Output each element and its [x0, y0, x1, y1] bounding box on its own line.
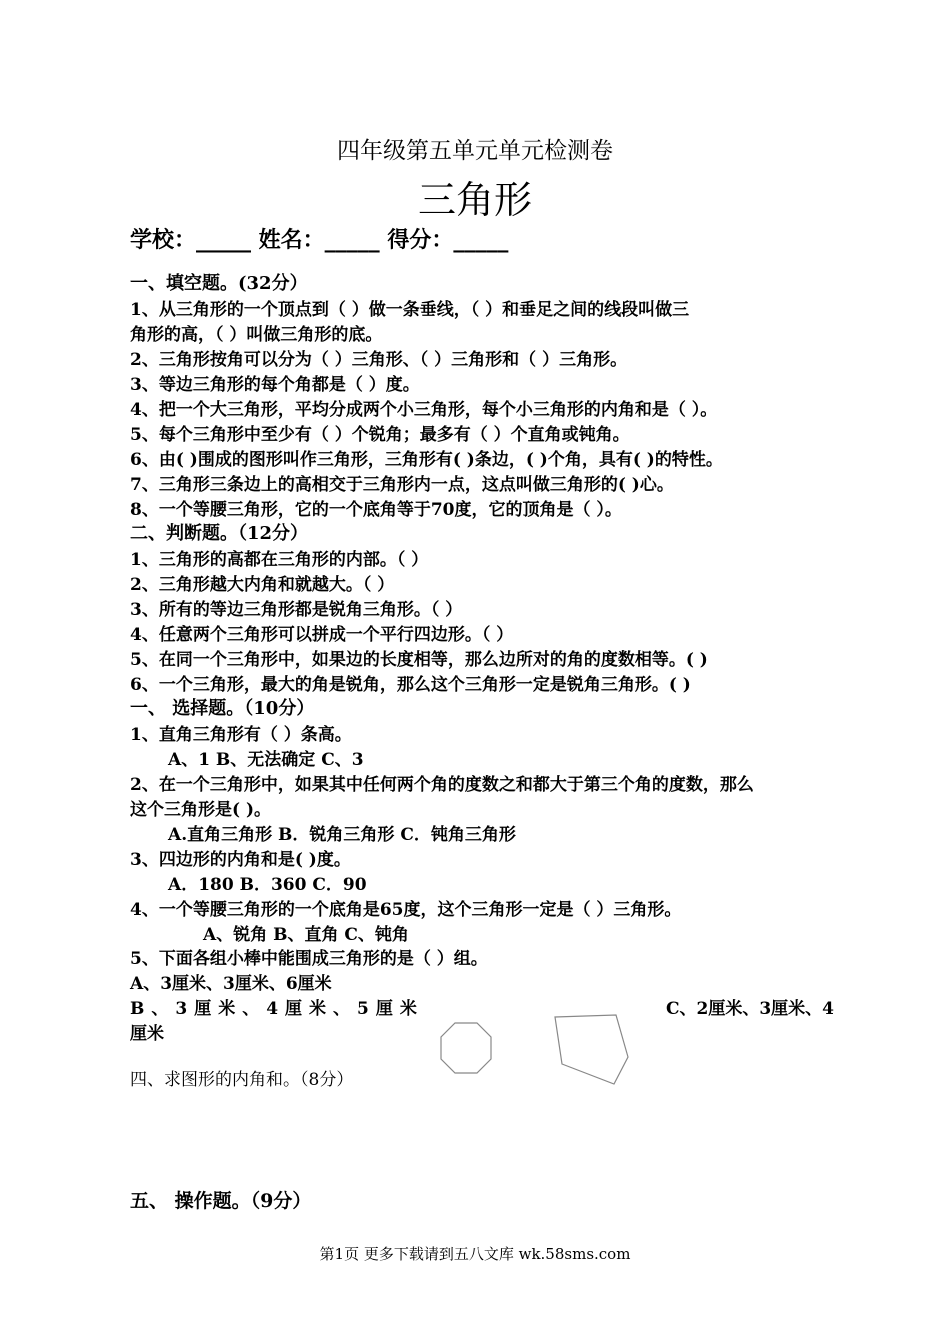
- choice-q1-options: A、1 B、无法确定 C、3: [168, 750, 364, 770]
- choice-q5-option-c-cont: 厘米: [130, 1024, 164, 1044]
- fill-item-8: 8、一个等腰三角形，它的一个底角等于70度，它的顶角是（ ）。: [130, 500, 622, 520]
- judge-item-3: 3、所有的等边三角形都是锐角三角形。（ ）: [130, 600, 463, 620]
- choice-q4-options: A、锐角 B、直角 C、钝角: [203, 925, 409, 945]
- choice-q5-option-c: C、2厘米、3厘米、4: [665, 999, 834, 1019]
- section5-heading: 五、 操作题。（9分）: [130, 1190, 312, 1212]
- choice-q2-options: A.直角三角形 B．锐角三角形 C．钝角三角形: [168, 825, 516, 845]
- section2-heading: 二、判断题。（12分）: [130, 523, 309, 544]
- choice-q1: 1、直角三角形有（ ）条高。: [130, 725, 352, 745]
- judge-item-1: 1、三角形的高都在三角形的内部。（ ）: [130, 550, 429, 570]
- choice-q4: 4、一个等腰三角形的一个底角是65度，这个三角形一定是（ ）三角形。: [130, 900, 682, 920]
- fill-item-3: 3、等边三角形的每个角都是（ ）度。: [130, 375, 420, 395]
- choice-q3: 3、四边形的内角和是( )度。: [130, 850, 351, 870]
- judge-item-2: 2、三角形越大内角和就越大。（ ）: [130, 575, 395, 595]
- exam-title: 四年级第五单元单元检测卷: [337, 138, 613, 164]
- judge-item-6: 6、一个三角形，最大的角是锐角，那么这个三角形一定是锐角三角形。( ): [130, 675, 691, 695]
- choice-q5: 5、下面各组小棒中能围成三角形的是（ ）组。: [130, 949, 488, 969]
- choice-q2-cont: 这个三角形是( )。: [130, 800, 272, 820]
- section1-heading: 一、填空题。(32分）: [130, 273, 308, 294]
- fill-item-4: 4、把一个大三角形，平均分成两个小三角形，每个小三角形的内角和是（ ）。: [130, 400, 718, 420]
- fill-item-1: 1、从三角形的一个顶点到（ ）做一条垂线，（ ）和垂足之间的线段叫做三: [130, 300, 690, 320]
- fill-item-5: 5、每个三角形中至少有（ ）个锐角；最多有（ ）个直角或钝角。: [130, 425, 630, 445]
- choice-q2: 2、在一个三角形中，如果其中任何两个角的度数之和都大于第三个角的度数，那么: [130, 775, 754, 795]
- choice-q3-options: A．180 B．360 C．90: [168, 875, 367, 895]
- page-footer: 第1页 更多下载请到五八文库 wk.58sms.com: [319, 1245, 631, 1263]
- fill-item-2: 2、三角形按角可以分为（ ）三角形、（ ）三角形和（ ）三角形。: [130, 350, 628, 370]
- fill-item-1-cont: 角形的高，（ ）叫做三角形的底。: [130, 325, 383, 345]
- exam-subtitle: 三角形: [417, 178, 532, 222]
- student-info-line: 学校：_____ 姓名：_____ 得分：_____: [130, 227, 509, 253]
- octagon-figure: [438, 1020, 494, 1076]
- pentagon-figure: [552, 1012, 632, 1088]
- fill-item-7: 7、三角形三条边上的高相交于三角形内一点，这点叫做三角形的( )心。: [130, 475, 674, 495]
- judge-item-4: 4、任意两个三角形可以拼成一个平行四边形。（ ）: [130, 625, 514, 645]
- judge-item-5: 5、在同一个三角形中，如果边的长度相等，那么边所对的角的度数相等。( ): [130, 650, 708, 670]
- section4-heading: 四、求图形的内角和。（8分）: [130, 1070, 354, 1090]
- fill-item-6: 6、由( )围成的图形叫作三角形，三角形有( )条边，( )个角，具有( )的特性。: [130, 450, 723, 470]
- section3-heading: 一、 选择题。（10分）: [130, 698, 315, 719]
- choice-q5-option-a: A、3厘米、3厘米、6厘米: [130, 974, 332, 994]
- choice-q5-option-b: B、3厘米、4厘米、5厘米: [130, 999, 424, 1019]
